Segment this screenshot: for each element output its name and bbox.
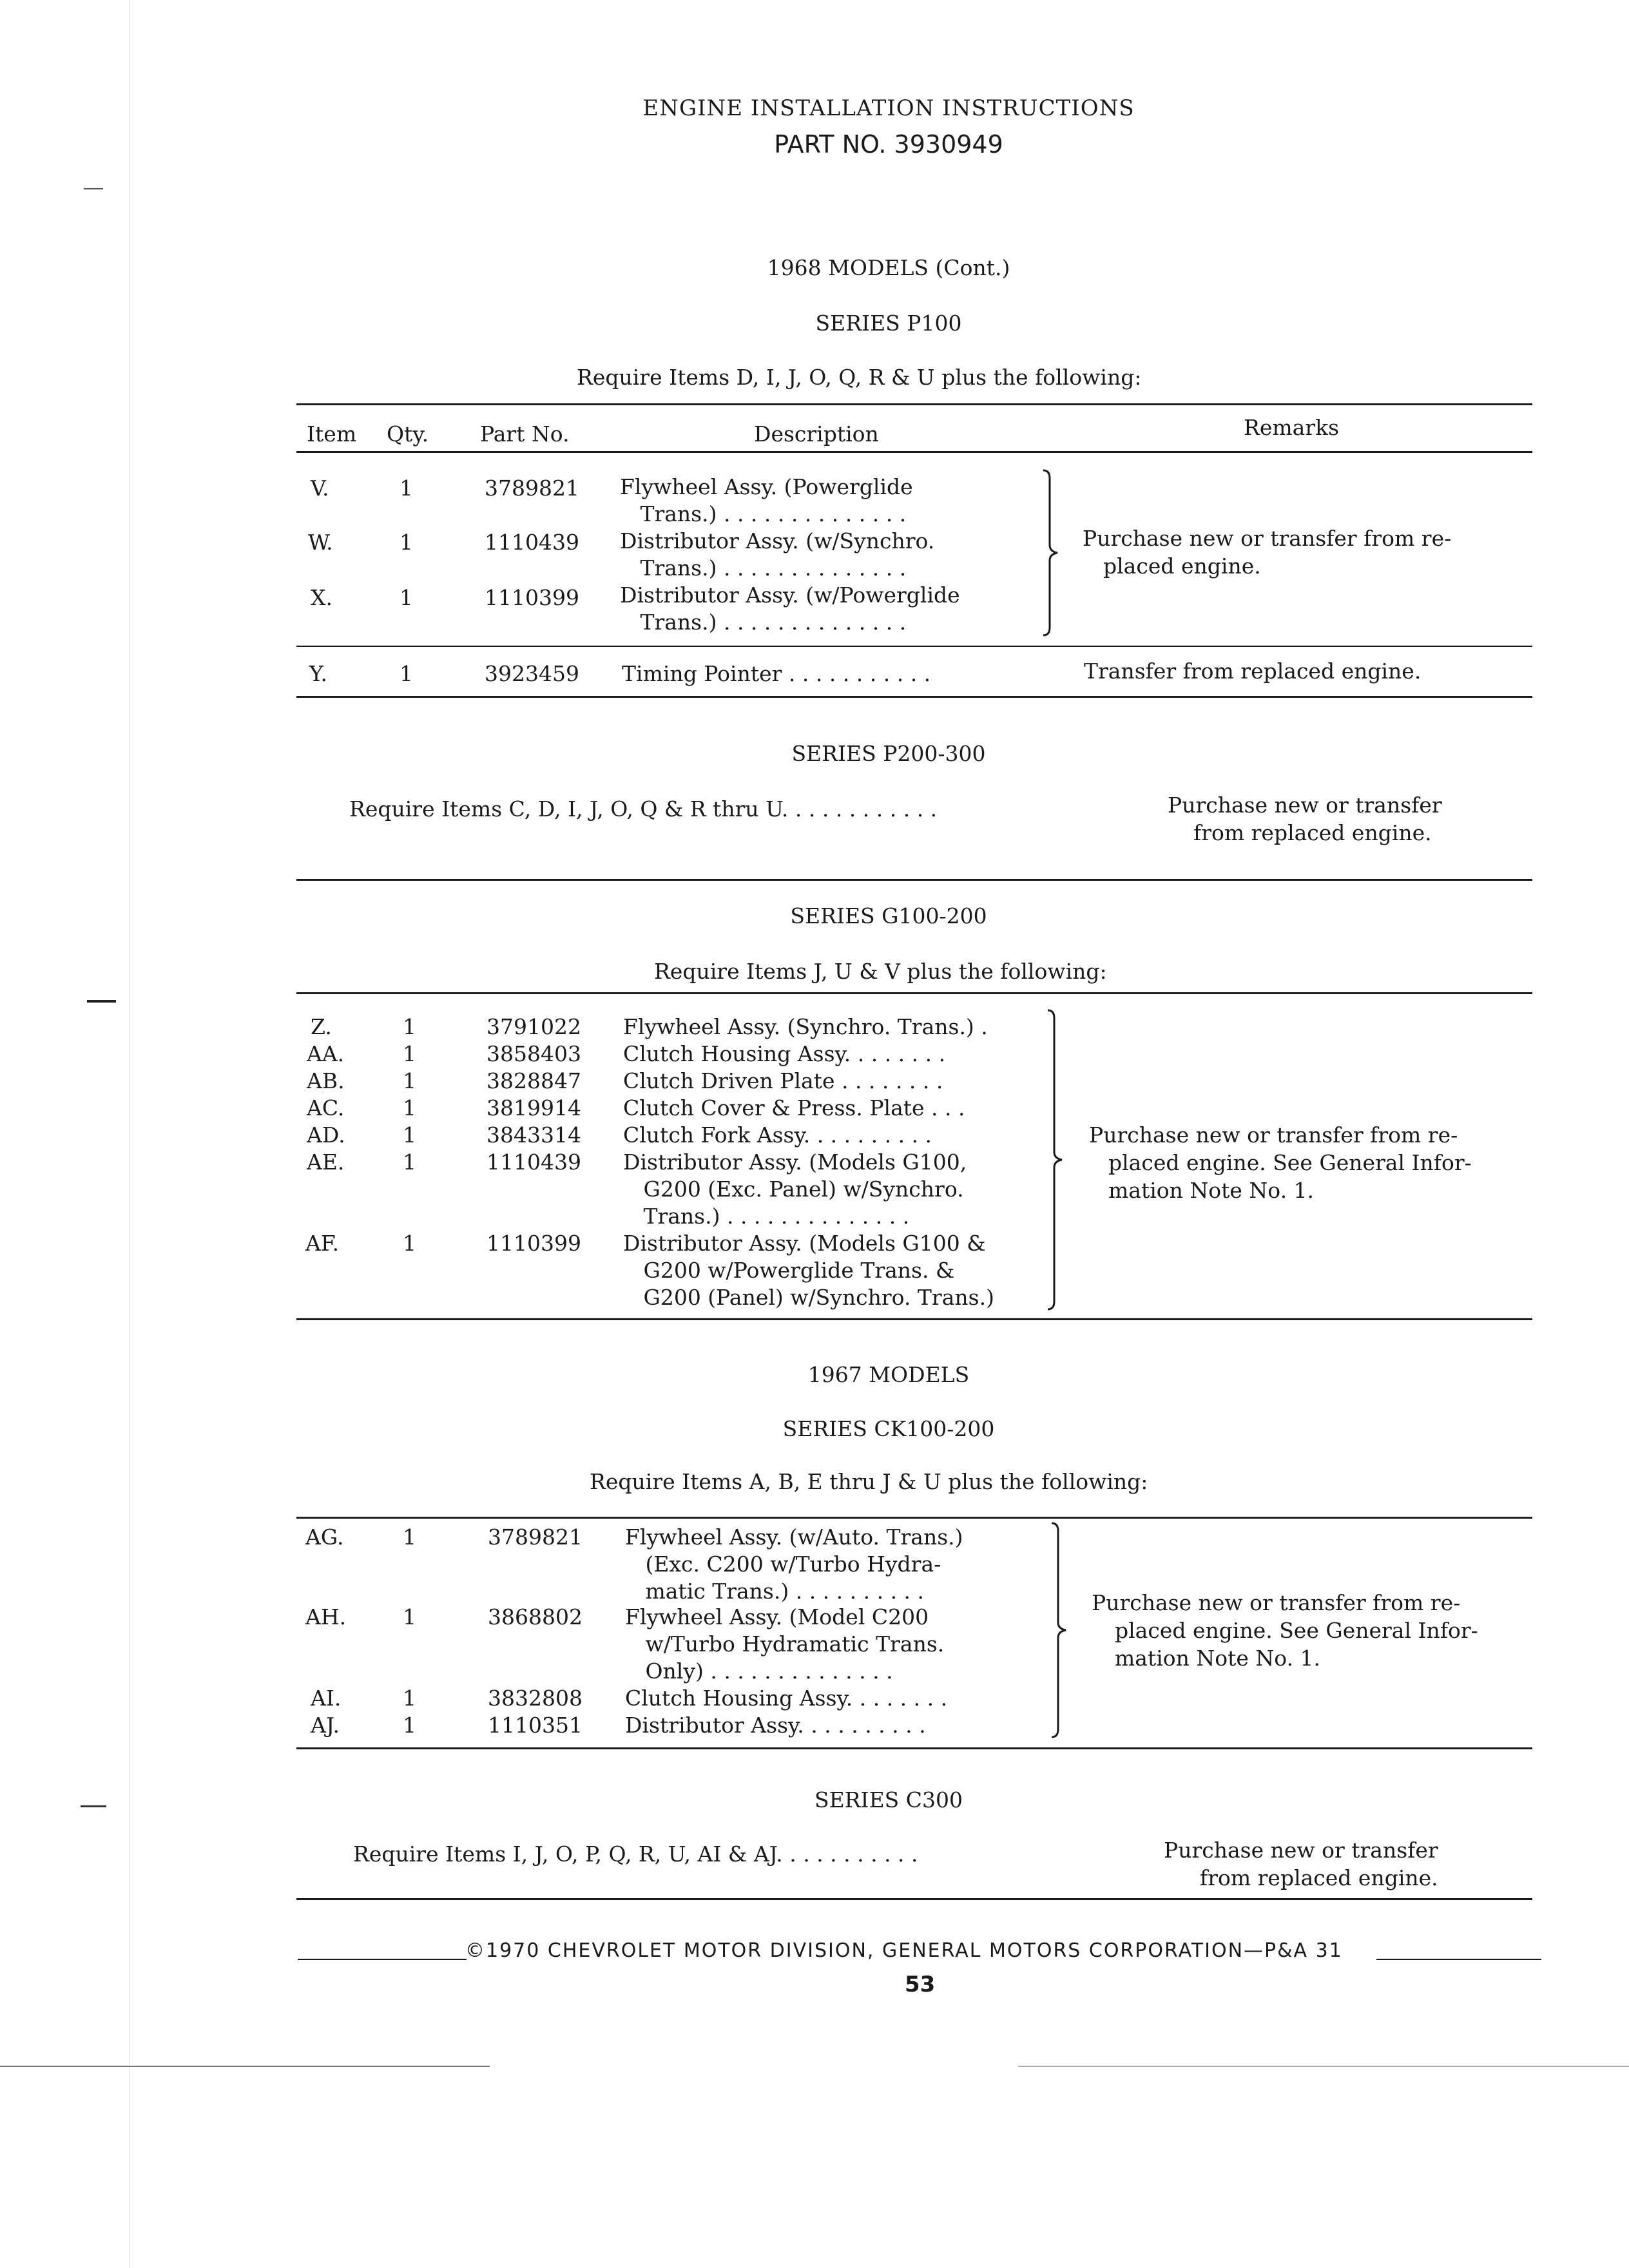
cell-item: AD. (307, 1122, 345, 1148)
table-row (296, 1095, 1532, 1122)
cell-item: Y. (309, 661, 328, 686)
cell-part: 1110351 (488, 1713, 583, 1738)
require-text-p100: Require Items D, I, J, O, Q, R & U plus the following: (577, 365, 1142, 390)
require-text-g100: Require Items J, U & V plus the following: (654, 959, 1107, 984)
table-row (296, 658, 1532, 688)
remark-line: Purchase new or transfer from re- (1092, 1590, 1461, 1615)
series-heading-p100: SERIES P100 (815, 311, 962, 336)
table-row (296, 1041, 1532, 1068)
remark-line: Purchase new or transfer (1168, 793, 1442, 818)
cell-part: 3832808 (488, 1686, 583, 1711)
series-heading-p200: SERIES P200-300 (791, 741, 986, 766)
cell-item: AF. (305, 1231, 340, 1256)
table-rule (296, 992, 1532, 994)
part-number: PART NO. 3930949 (774, 130, 1003, 159)
cell-desc: G200 (Panel) w/Synchro. Trans.) (623, 1285, 994, 1310)
cell-qty: 1 (403, 1604, 416, 1629)
cell-desc: Distributor Assy. (w/Synchro. (620, 528, 935, 553)
remark-line: mation Note No. 1. (1108, 1178, 1315, 1203)
require-text-ck100: Require Items A, B, E thru J & U plus the following: (590, 1469, 1148, 1494)
cell-desc: G200 w/Powerglide Trans. & (623, 1258, 955, 1283)
cell-item: X. (311, 585, 333, 610)
remark-group-g100 (1089, 1121, 1472, 1204)
scan-mark (84, 188, 103, 189)
cell-item: Z. (311, 1014, 332, 1039)
series-heading-c300: SERIES C300 (814, 1787, 963, 1812)
remark-group-p100 (1083, 524, 1451, 580)
cell-item: AI. (311, 1686, 342, 1711)
brace-icon (1049, 1522, 1075, 1740)
cell-desc: Clutch Driven Plate . . . . . . . . (623, 1068, 943, 1093)
cell-desc: (Exc. C200 w/Turbo Hydra- (625, 1552, 941, 1577)
section-heading-1968: 1968 MODELS (Cont.) (767, 255, 1010, 280)
cell-desc: matic Trans.) . . . . . . . . . . (625, 1579, 925, 1604)
table-row (296, 1713, 1532, 1740)
remark-c300 (1164, 1836, 1438, 1892)
col-part: Part No. (480, 421, 570, 447)
require-text-c300: Require Items I, J, O, P, Q, R, U, AI & AJ. . . . . . . . . . . (353, 1841, 918, 1867)
cell-part: 1110399 (485, 585, 579, 610)
remark-line: Purchase new or transfer from re- (1083, 526, 1452, 551)
remark-line: Purchase new or transfer from re- (1089, 1122, 1458, 1148)
scan-edge-bottom-right (1018, 2066, 1629, 2067)
cell-qty: 1 (403, 1524, 416, 1550)
cell-part: 3923459 (485, 661, 579, 686)
cell-qty: 1 (403, 1014, 416, 1039)
cell-desc: Flywheel Assy. (w/Auto. Trans.) (625, 1524, 963, 1550)
section-heading-1967: 1967 MODELS (807, 1362, 970, 1387)
footer-copyright: ©1970 CHEVROLET MOTOR DIVISION, GENERAL MOTORS CORPORATION—P&A 31 (465, 1939, 1343, 1962)
cell-part: 3789821 (485, 476, 579, 501)
scan-mark (87, 1000, 116, 1003)
cell-desc: Only) . . . . . . . . . . . . . . (625, 1658, 893, 1684)
cell-item: AC. (307, 1095, 345, 1120)
footer-rule-right (1376, 1959, 1541, 1960)
table-rule (296, 646, 1532, 647)
cell-qty: 1 (403, 1068, 416, 1093)
cell-part: 3789821 (488, 1524, 583, 1550)
scan-edge-bottom (0, 2066, 490, 2067)
remark-line: placed engine. (1103, 553, 1261, 579)
series-heading-ck100: SERIES CK100-200 (782, 1416, 995, 1441)
cell-desc: Timing Pointer . . . . . . . . . . . (622, 661, 931, 686)
table-rule (296, 403, 1532, 405)
cell-item: V. (311, 476, 329, 501)
cell-part: 3868802 (488, 1604, 583, 1629)
cell-qty: 1 (400, 530, 413, 555)
table-rule (296, 1898, 1532, 1900)
remark-group-ck100 (1092, 1589, 1478, 1672)
table-row (296, 1068, 1532, 1095)
table-row (296, 582, 1532, 635)
cell-part: 1110399 (487, 1231, 581, 1256)
table-rule (296, 1517, 1532, 1519)
cell-desc: Clutch Housing Assy. . . . . . . . (625, 1686, 948, 1711)
cell-desc: G200 (Exc. Panel) w/Synchro. (623, 1177, 964, 1202)
table-row (296, 1686, 1532, 1713)
col-desc: Description (754, 421, 879, 447)
cell-part: 3843314 (487, 1122, 581, 1148)
document-title: ENGINE INSTALLATION INSTRUCTIONS (642, 95, 1135, 121)
cell-item: AH. (305, 1604, 347, 1629)
cell-qty: 1 (403, 1149, 416, 1175)
cell-desc: Distributor Assy. (w/Powerglide (620, 582, 960, 608)
table-rule (296, 451, 1532, 453)
cell-qty: 1 (400, 661, 413, 686)
cell-desc: Trans.) . . . . . . . . . . . . . . (620, 610, 907, 635)
table-row (296, 1014, 1532, 1041)
cell-part: 3828847 (487, 1068, 581, 1093)
remark-line: from replaced engine. (1200, 1865, 1438, 1890)
remark-line: placed engine. See General Infor- (1108, 1150, 1472, 1175)
cell-part: 1110439 (487, 1149, 581, 1175)
cell-part: 3858403 (487, 1041, 581, 1066)
cell-qty: 1 (403, 1122, 416, 1148)
cell-desc: Clutch Cover & Press. Plate . . . (623, 1095, 965, 1120)
cell-part: 3819914 (487, 1095, 581, 1120)
cell-desc: Clutch Housing Assy. . . . . . . . (623, 1041, 946, 1066)
cell-desc: Flywheel Assy. (Powerglide (620, 474, 913, 499)
brace-icon (1041, 469, 1066, 637)
cell-desc: Flywheel Assy. (Model C200 (625, 1604, 929, 1629)
remark-line: mation Note No. 1. (1115, 1646, 1321, 1671)
col-remarks: Remarks (1244, 415, 1340, 440)
cell-desc: Clutch Fork Assy. . . . . . . . . . (623, 1122, 932, 1148)
remark-line: placed engine. See General Infor- (1115, 1618, 1478, 1643)
cell-desc: Trans.) . . . . . . . . . . . . . . (623, 1204, 910, 1229)
cell-item: W. (308, 530, 333, 555)
table-row (296, 474, 1532, 526)
cell-desc: Distributor Assy. (Models G100, (623, 1149, 967, 1175)
cell-item: AB. (307, 1068, 345, 1093)
cell-qty: 1 (403, 1231, 416, 1256)
cell-qty: 1 (403, 1686, 416, 1711)
brace-icon (1045, 1009, 1071, 1312)
cell-desc: Flywheel Assy. (Synchro. Trans.) . (623, 1014, 988, 1039)
require-text-p200: Require Items C, D, I, J, O, Q & R thru U. . . . . . . . . . . . (349, 796, 938, 822)
table-row (296, 1231, 1532, 1312)
series-heading-g100: SERIES G100-200 (790, 903, 987, 928)
cell-qty: 1 (400, 585, 413, 610)
table-rule (296, 1318, 1532, 1320)
cell-desc: Distributor Assy. (Models G100 & (623, 1231, 986, 1256)
page-number: 53 (905, 1972, 936, 1997)
cell-item: AJ. (311, 1713, 340, 1738)
col-item: Item (307, 421, 357, 447)
cell-desc: Distributor Assy. . . . . . . . . . (625, 1713, 926, 1738)
footer-rule-left (298, 1959, 467, 1960)
cell-item: AE. (307, 1149, 345, 1175)
cell-item: AG. (305, 1524, 344, 1550)
cell-desc: Trans.) . . . . . . . . . . . . . . (620, 501, 907, 526)
table-rule (296, 1747, 1532, 1749)
remark-line: Purchase new or transfer (1164, 1838, 1438, 1863)
cell-remark: Transfer from replaced engine. (1084, 658, 1422, 684)
scan-edge-line (129, 0, 130, 2268)
cell-qty: 1 (403, 1041, 416, 1066)
cell-item: AA. (307, 1041, 345, 1066)
cell-part: 3791022 (487, 1014, 581, 1039)
col-qty: Qty. (387, 421, 429, 447)
table-header (296, 415, 1532, 448)
table-rule (296, 696, 1532, 698)
table-rule (296, 879, 1532, 881)
cell-desc: w/Turbo Hydramatic Trans. (625, 1631, 945, 1657)
cell-part: 1110439 (485, 530, 579, 555)
cell-qty: 1 (403, 1095, 416, 1120)
cell-qty: 1 (403, 1713, 416, 1738)
cell-qty: 1 (400, 476, 413, 501)
remark-p200 (1168, 791, 1442, 847)
remark-line: from replaced engine. (1193, 820, 1432, 845)
cell-desc: Trans.) . . . . . . . . . . . . . . (620, 555, 907, 581)
